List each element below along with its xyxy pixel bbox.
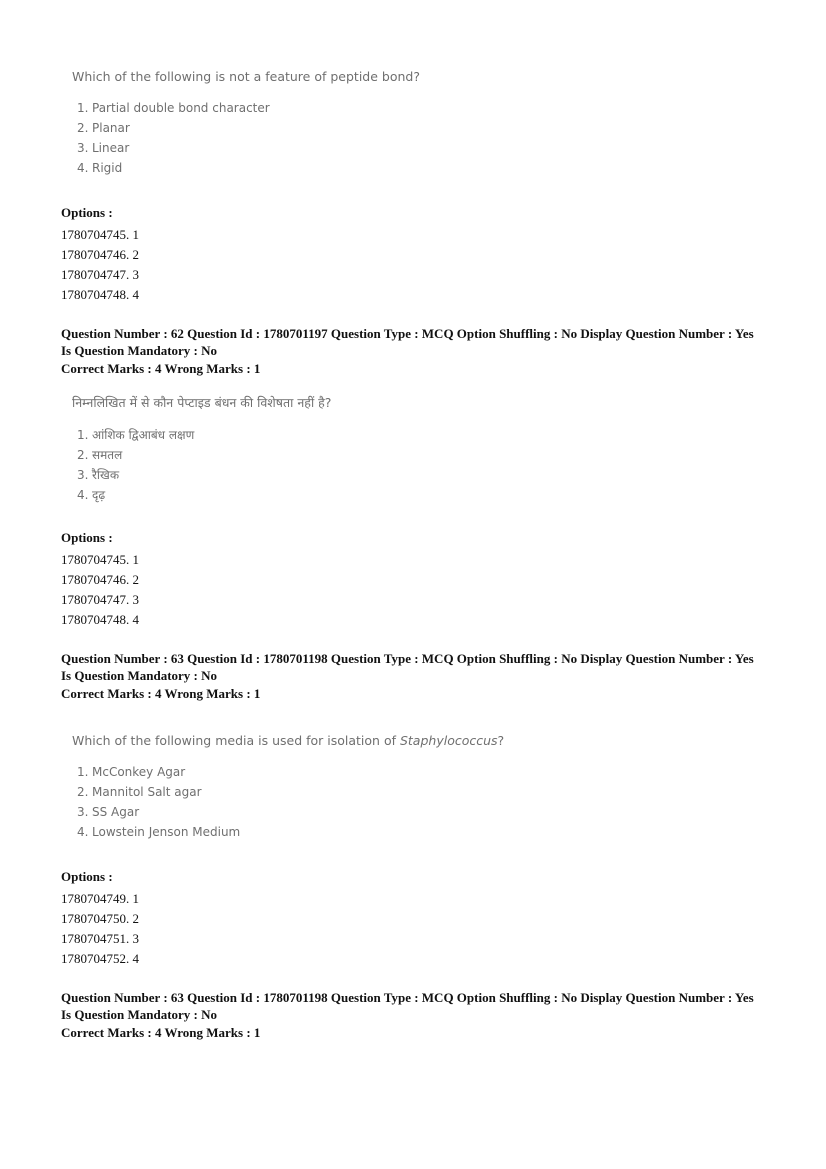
choice-text: समतल — [92, 448, 123, 462]
question-text: Which of the following is not a feature of peptide bond? — [72, 69, 420, 84]
choice-item — [72, 138, 420, 158]
choice-text: Mannitol Salt agar — [92, 785, 202, 799]
choice-item — [72, 425, 331, 445]
choice-item — [72, 118, 420, 138]
meta-line-mandatory: Is Question Mandatory : No — [61, 667, 218, 683]
question-text — [72, 733, 504, 748]
option-id: 1780704747. 3 — [61, 267, 139, 282]
question-meta — [61, 651, 781, 703]
choice-item — [72, 445, 331, 465]
choice-text: दृढ़ — [92, 488, 106, 502]
question-text-mark: ? — [497, 733, 505, 748]
option-id: 1780704748. 4 — [61, 612, 139, 627]
meta-line-question-info: Question Number : 63 Question Id : 1780701198 Question Type : MCQ Option Shuffling : No Display Question Number : Yes — [61, 990, 754, 1005]
meta-line-marks: Correct Marks : 4 Wrong Marks : 1 — [61, 1025, 261, 1040]
option-id: 1780704749. 1 — [61, 891, 139, 906]
choice-number: 3. — [77, 141, 89, 155]
question-text: निम्नलिखित में से कौन पेप्टाइड बंधन की विशेषता नहीं है? — [72, 395, 332, 410]
choice-item — [72, 485, 331, 505]
choice-text: आंशिक द्विआबंध लक्षण — [92, 428, 195, 442]
choice-text: Lowstein Jenson Medium — [92, 825, 241, 839]
choice-number: 4. — [77, 161, 89, 175]
meta-line-question-info: Question Number : 62 Question Id : 1780701197 Question Type : MCQ Option Shuffling : No Display Question Number : Yes — [61, 326, 754, 341]
choice-number: 2. — [77, 785, 89, 799]
question-image-peptide-hindi — [72, 394, 331, 505]
choice-item — [72, 98, 420, 118]
options-title: Options : — [61, 869, 113, 884]
option-id: 1780704748. 4 — [61, 287, 139, 302]
option-id: 1780704745. 1 — [61, 227, 139, 242]
choice-text: Rigid — [92, 161, 123, 175]
choice-text: रैखिक — [92, 468, 120, 482]
choice-list — [72, 98, 420, 178]
options-title: Options : — [61, 530, 113, 545]
choice-item — [72, 782, 504, 802]
question-image-peptide-english — [72, 69, 420, 178]
options-title: Options : — [61, 205, 113, 220]
option-id: 1780704750. 2 — [61, 911, 139, 926]
choice-item — [72, 822, 504, 842]
choice-number: 4. — [77, 488, 89, 502]
options-block — [61, 869, 139, 969]
option-id: 1780704746. 2 — [61, 572, 139, 587]
choice-number: 2. — [77, 121, 89, 135]
option-id: 1780704751. 3 — [61, 931, 139, 946]
options-block — [61, 205, 139, 305]
choice-number: 3. — [77, 468, 89, 482]
question-text-main: Which of the following media is used for isolation of — [72, 733, 400, 748]
options-block — [61, 530, 139, 630]
choice-number: 4. — [77, 825, 89, 839]
option-id: 1780704745. 1 — [61, 552, 139, 567]
choice-item — [72, 802, 504, 822]
question-meta — [61, 990, 781, 1042]
choice-text: SS Agar — [92, 805, 140, 819]
meta-line-marks: Correct Marks : 4 Wrong Marks : 1 — [61, 361, 261, 376]
option-id: 1780704752. 4 — [61, 951, 139, 966]
option-id: 1780704747. 3 — [61, 592, 139, 607]
choice-text: Partial double bond character — [92, 101, 270, 115]
meta-line-question-info: Question Number : 63 Question Id : 1780701198 Question Type : MCQ Option Shuffling : No Display Question Number : Yes — [61, 651, 754, 666]
meta-line-mandatory: Is Question Mandatory : No — [61, 342, 218, 358]
question-meta — [61, 326, 781, 378]
choice-text: Linear — [92, 141, 130, 155]
question-text-organism: Staphylococcus — [399, 733, 498, 748]
choice-number: 1. — [77, 428, 89, 442]
meta-line-marks: Correct Marks : 4 Wrong Marks : 1 — [61, 686, 261, 701]
choice-number: 1. — [77, 765, 89, 779]
choice-text: Planar — [92, 121, 130, 135]
option-id: 1780704746. 2 — [61, 247, 139, 262]
meta-line-mandatory: Is Question Mandatory : No — [61, 1006, 218, 1022]
choice-item — [72, 762, 504, 782]
choice-number: 2. — [77, 448, 89, 462]
choice-text: McConkey Agar — [92, 765, 186, 779]
choice-item — [72, 465, 331, 485]
choice-item — [72, 158, 420, 178]
choice-list — [72, 762, 504, 842]
question-image-staphylococcus — [72, 733, 504, 842]
choice-number: 1. — [77, 101, 89, 115]
choice-number: 3. — [77, 805, 89, 819]
choice-list — [72, 425, 331, 505]
